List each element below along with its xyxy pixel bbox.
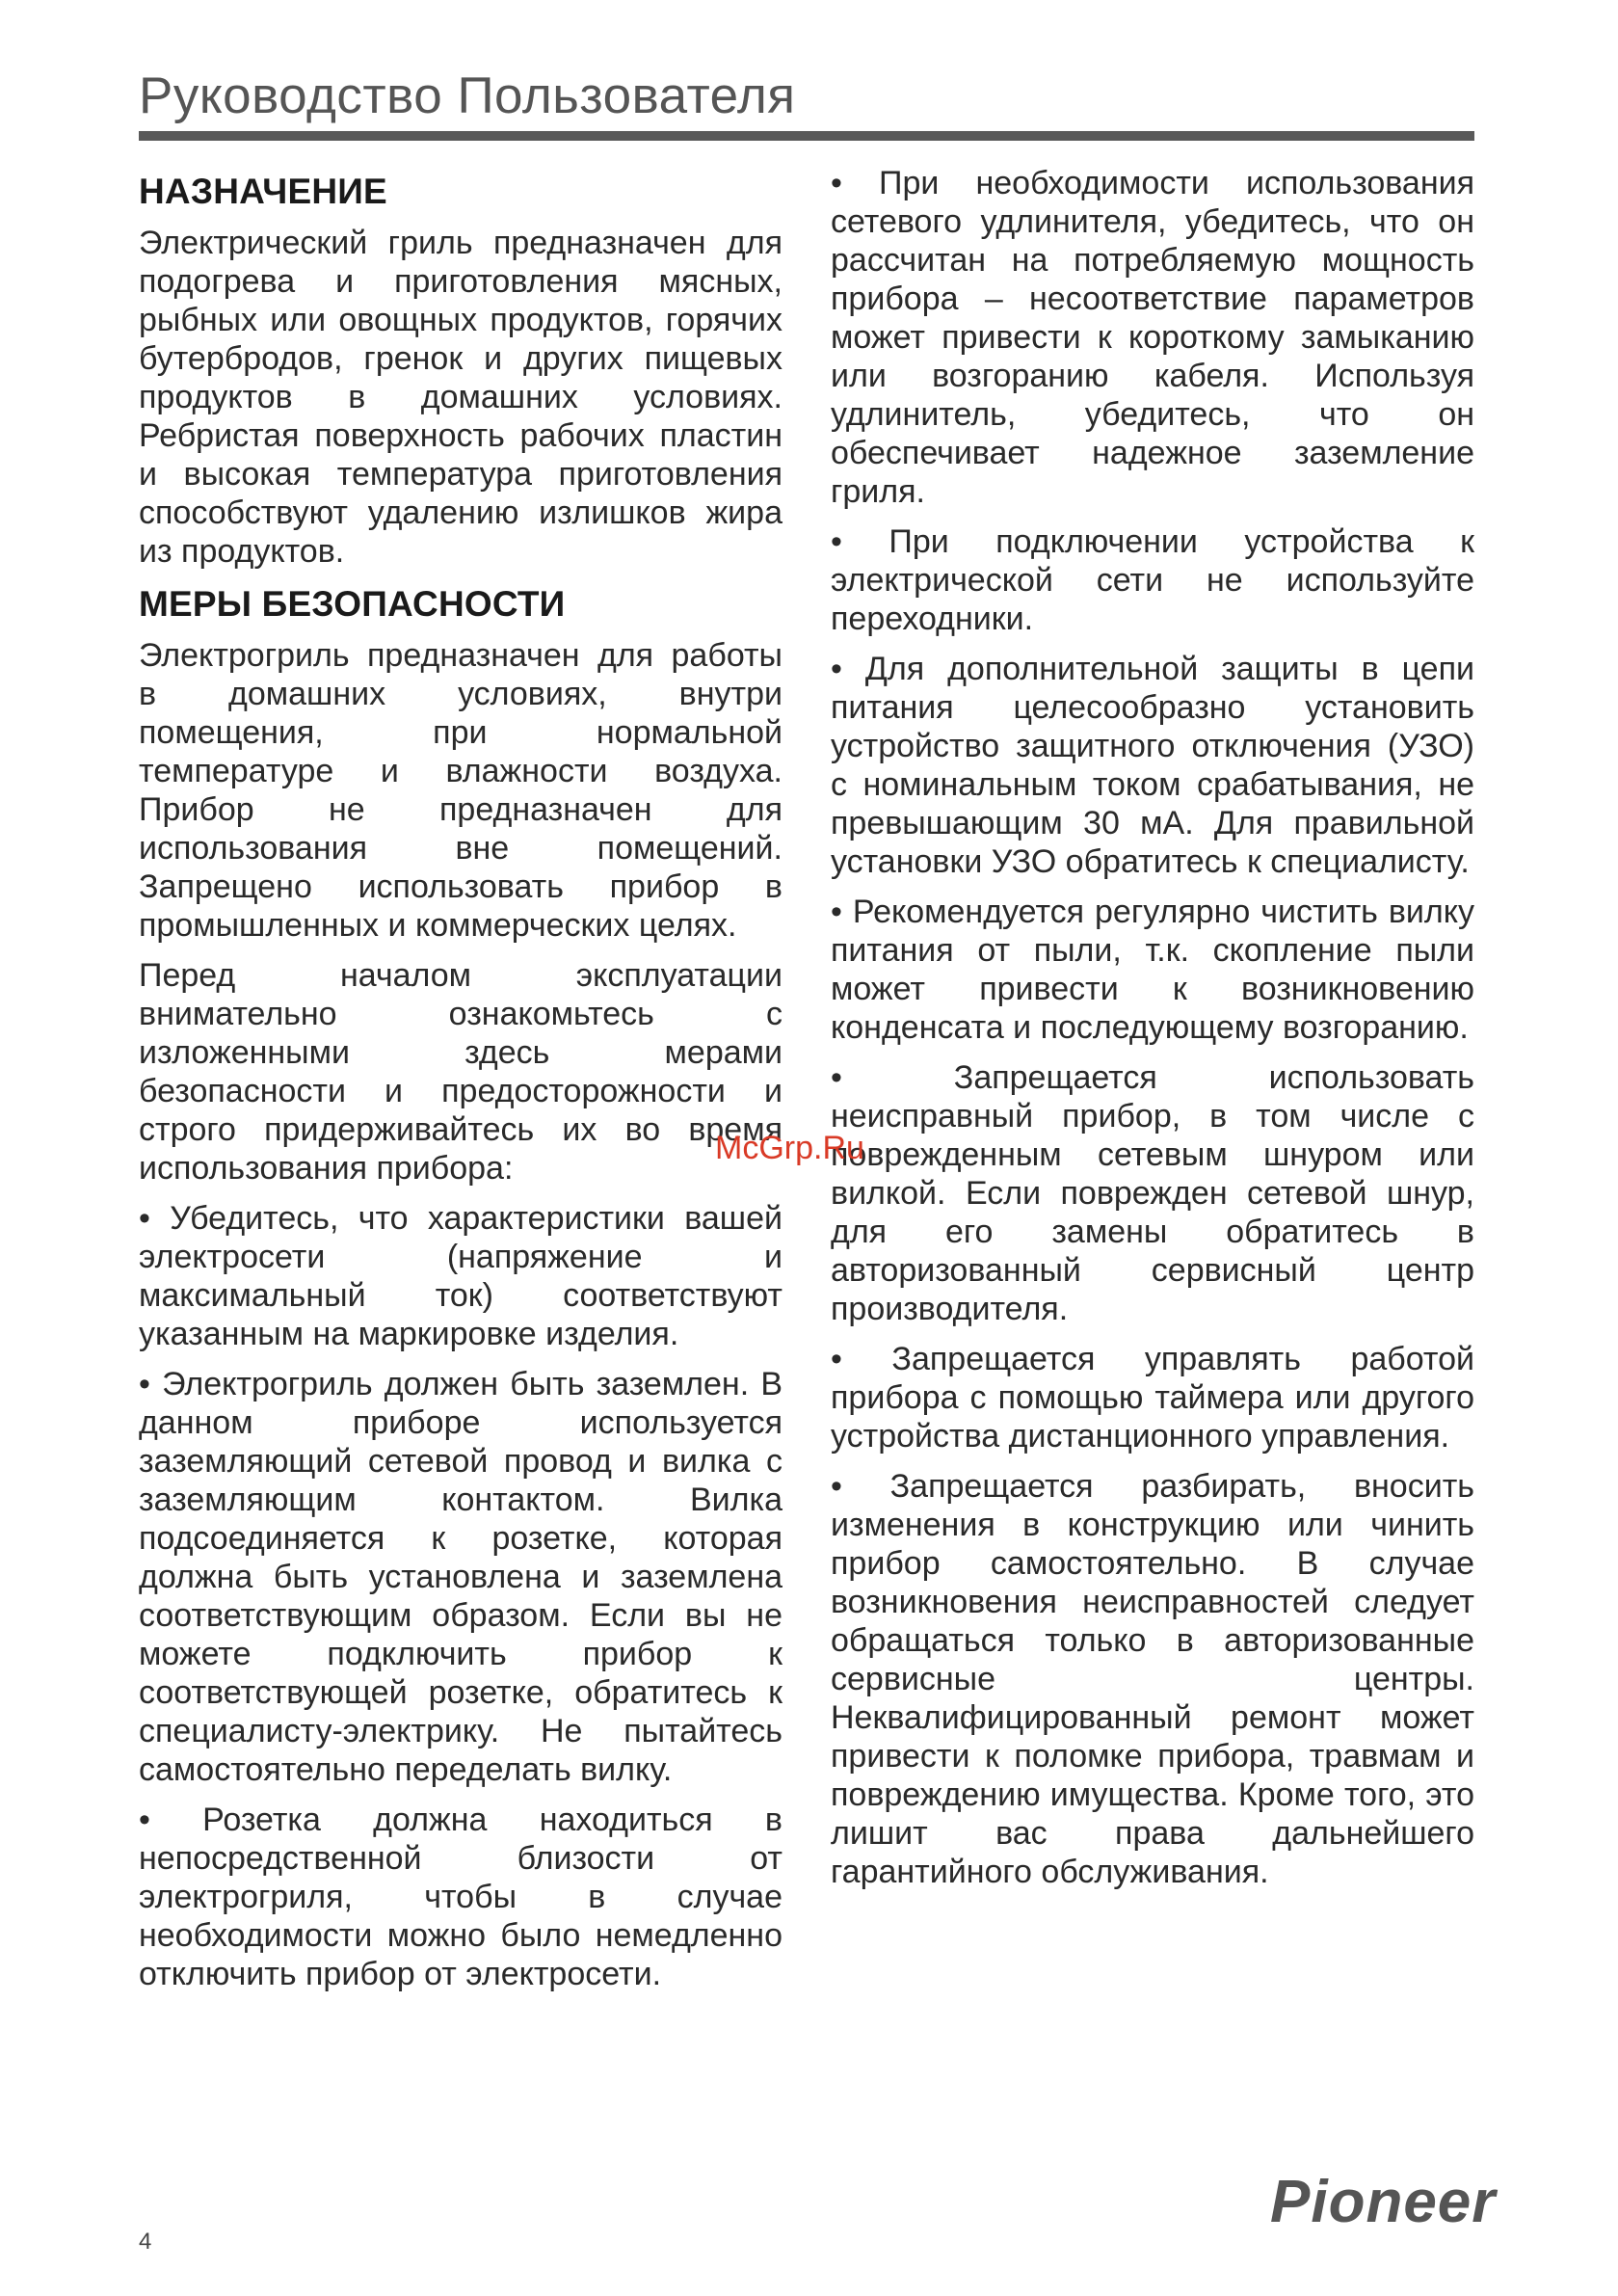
purpose-paragraph: Электрический гриль предназначен для подогрева и приготовления мясных, рыбных или овощных продуктов, горячих бутербродов, гренок и других пищевых продуктов в домашних условиях. Ребристая поверхность рабочих пластин и высокая температура приготовления способствуют удалению излишков жира из продуктов. xyxy=(139,225,782,570)
safety-bullet-rcd: • Для дополнительной защиты в цепи питания целесообразно установить устройство защитного отключения (УЗО) с номинальным током срабатывания, не превышающим 30 мА. Для правильной установки УЗО обратитесь к специалисту. xyxy=(831,651,1474,880)
section-heading-safety: МЕРЫ БЕЗОПАСНОСТИ xyxy=(139,584,566,624)
safety-bullet-mains-check: • Убедитесь, что характеристики вашей электросети (напряжение и максимальный ток) соответствуют указанным на маркировке изделия. xyxy=(139,1200,782,1352)
safety-bullet-socket-proximity: • Розетка должна находиться в непосредственной близости от электрогриля, чтобы в случае необходимости можно было немедленно отключить прибор от электросети. xyxy=(139,1802,782,1992)
section-heading-purpose: НАЗНАЧЕНИЕ xyxy=(139,172,387,211)
safety-bullet-extension-cord: • При необходимости использования сетевого удлинителя, убедитесь, что он рассчитан на потребляемую мощность прибора – несоответствие параметров может привести к короткому замыканию или возгоранию кабеля. Используя удлинитель, убедитесь, что он обеспечивает надежное заземление гриля. xyxy=(831,165,1474,510)
header-divider xyxy=(139,131,1474,141)
safety-paragraph-usage: Электрогриль предназначен для работы в домашних условиях, внутри помещения, при нормальной температуре и влажности воздуха. Прибор не предназначен для использования вне помещений. Запрещено использовать прибор в промышленных и коммерческих целях. xyxy=(139,637,782,944)
safety-bullet-clean-plug: • Рекомендуется регулярно чистить вилку питания от пыли, т.к. скопление пыли может привести к возникновению конденсата и последующему возгоранию. xyxy=(831,894,1474,1046)
watermark-text: McGrp.Ru xyxy=(715,1130,864,1166)
page-header-title: Руководство Пользователя xyxy=(139,67,796,124)
safety-bullet-grounding: • Электрогриль должен быть заземлен. В данном приборе используется заземляющий сетевой провод и вилка с заземляющим контактом. Вилка подсоединяется к розетке, которая должна быть установлена и заземлена соответствующим образом. Если вы не можете подключить прибор к соответствующей розетке, обратитесь к специалисту-электрику. Не пытайтесь самостоятельно переделать вилку. xyxy=(139,1366,782,1788)
safety-bullet-faulty-device: • Запрещается использовать неисправный прибор, в том числе с поврежденным сетевым шнуром или вилкой. Если поврежден сетевой шнур, для его замены обратитесь в авторизованный сервисный центр производителя. xyxy=(831,1059,1474,1327)
right-column xyxy=(831,164,1474,1903)
safety-paragraph-intro: Перед началом эксплуатации внимательно ознакомьтесь с изложенными здесь мерами безопасности и предосторожности и строго придерживайтесь их во время использования прибора: xyxy=(139,957,782,1187)
safety-bullet-adapters: • При подключении устройства к электрической сети не используйте переходники. xyxy=(831,523,1474,637)
brand-logo: Pioneer xyxy=(1270,2169,1497,2235)
safety-bullet-timer: • Запрещается управлять работой прибора с помощью таймера или другого устройства дистанционного управления. xyxy=(831,1341,1474,1455)
left-column xyxy=(139,164,782,2005)
page-number: 4 xyxy=(139,2229,152,2255)
safety-bullet-disassembly: • Запрещается разбирать, вносить изменения в конструкцию или чинить прибор самостоятельно. В случае возникновения неисправностей следует обращаться только в авторизованные сервисные центры. Неквалифицированный ремонт может привести к поломке прибора, травмам и повреждению имущества. Кроме того, это лишит вас права дальнейшего гарантийного обслуживания. xyxy=(831,1468,1474,1890)
